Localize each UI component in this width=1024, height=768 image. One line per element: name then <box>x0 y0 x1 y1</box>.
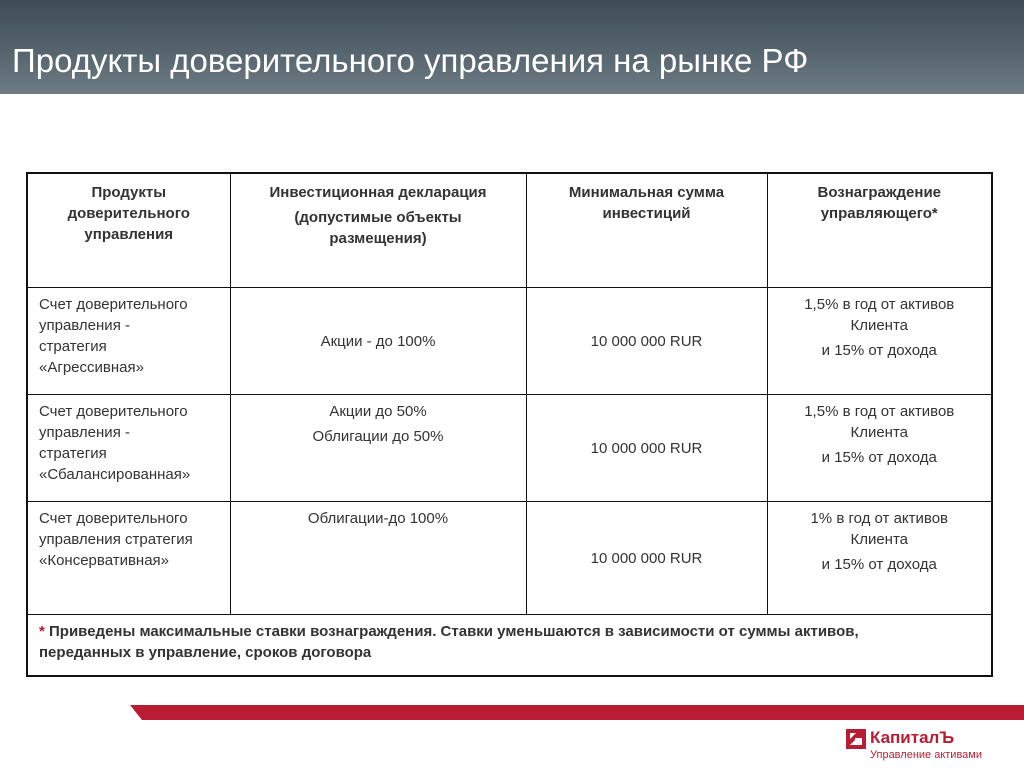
header-declaration: Инвестиционная декларация (допустимые объекты размещения) <box>230 173 526 288</box>
footnote-text: Приведены максимальные ставки вознаграждения. Ставки уменьшаются в зависимости от суммы активов, <box>44 623 859 640</box>
footnote <box>27 615 992 677</box>
fee-cell: 1,5% в год от активов Клиента и 15% от дохода <box>767 395 992 502</box>
logo-name: КапиталЪ <box>870 728 955 747</box>
page-title: Продукты доверительного управления на рынке РФ <box>12 42 809 79</box>
table-row <box>27 288 992 395</box>
product-cell: Счет доверительного управления - стратегия «Агрессивная» <box>27 288 230 395</box>
min-sum-cell: 10 000 000 RUR <box>526 288 767 395</box>
declaration-cell: Облигации-до 100% <box>230 502 526 615</box>
product-cell: Счет доверительного управления - стратегия «Сбалансированная» <box>27 395 230 502</box>
footnote-row <box>27 615 992 677</box>
fee-cell: 1,5% в год от активов Клиента и 15% от дохода <box>767 288 992 395</box>
header-products: Продукты доверительного управления <box>27 173 230 288</box>
min-sum-cell: 10 000 000 RUR <box>526 395 767 502</box>
footnote-text-2: переданных в управление, сроков договора <box>39 644 372 661</box>
logo-mark-icon <box>846 729 866 749</box>
table-header-row <box>27 173 992 288</box>
header-min-sum: Минимальная сумма инвестиций <box>526 173 767 288</box>
header-fee: Вознаграждение управляющего* <box>767 173 992 288</box>
fee-cell: 1% в год от активов Клиента и 15% от дохода <box>767 502 992 615</box>
declaration-cell: Акции - до 100% <box>230 288 526 395</box>
table-row <box>27 395 992 502</box>
bottom-accent-band <box>130 705 1024 720</box>
min-sum-cell: 10 000 000 RUR <box>526 502 767 615</box>
logo-subtitle: Управление активами <box>870 749 982 761</box>
footnote-star: * <box>39 623 45 640</box>
title-bar <box>0 0 1024 94</box>
products-table <box>26 172 993 677</box>
company-logo <box>846 728 1016 764</box>
product-cell: Счет доверительного управления стратегия «Консервативная» <box>27 502 230 615</box>
declaration-cell: Акции до 50% Облигации до 50% <box>230 395 526 502</box>
table-row <box>27 502 992 615</box>
